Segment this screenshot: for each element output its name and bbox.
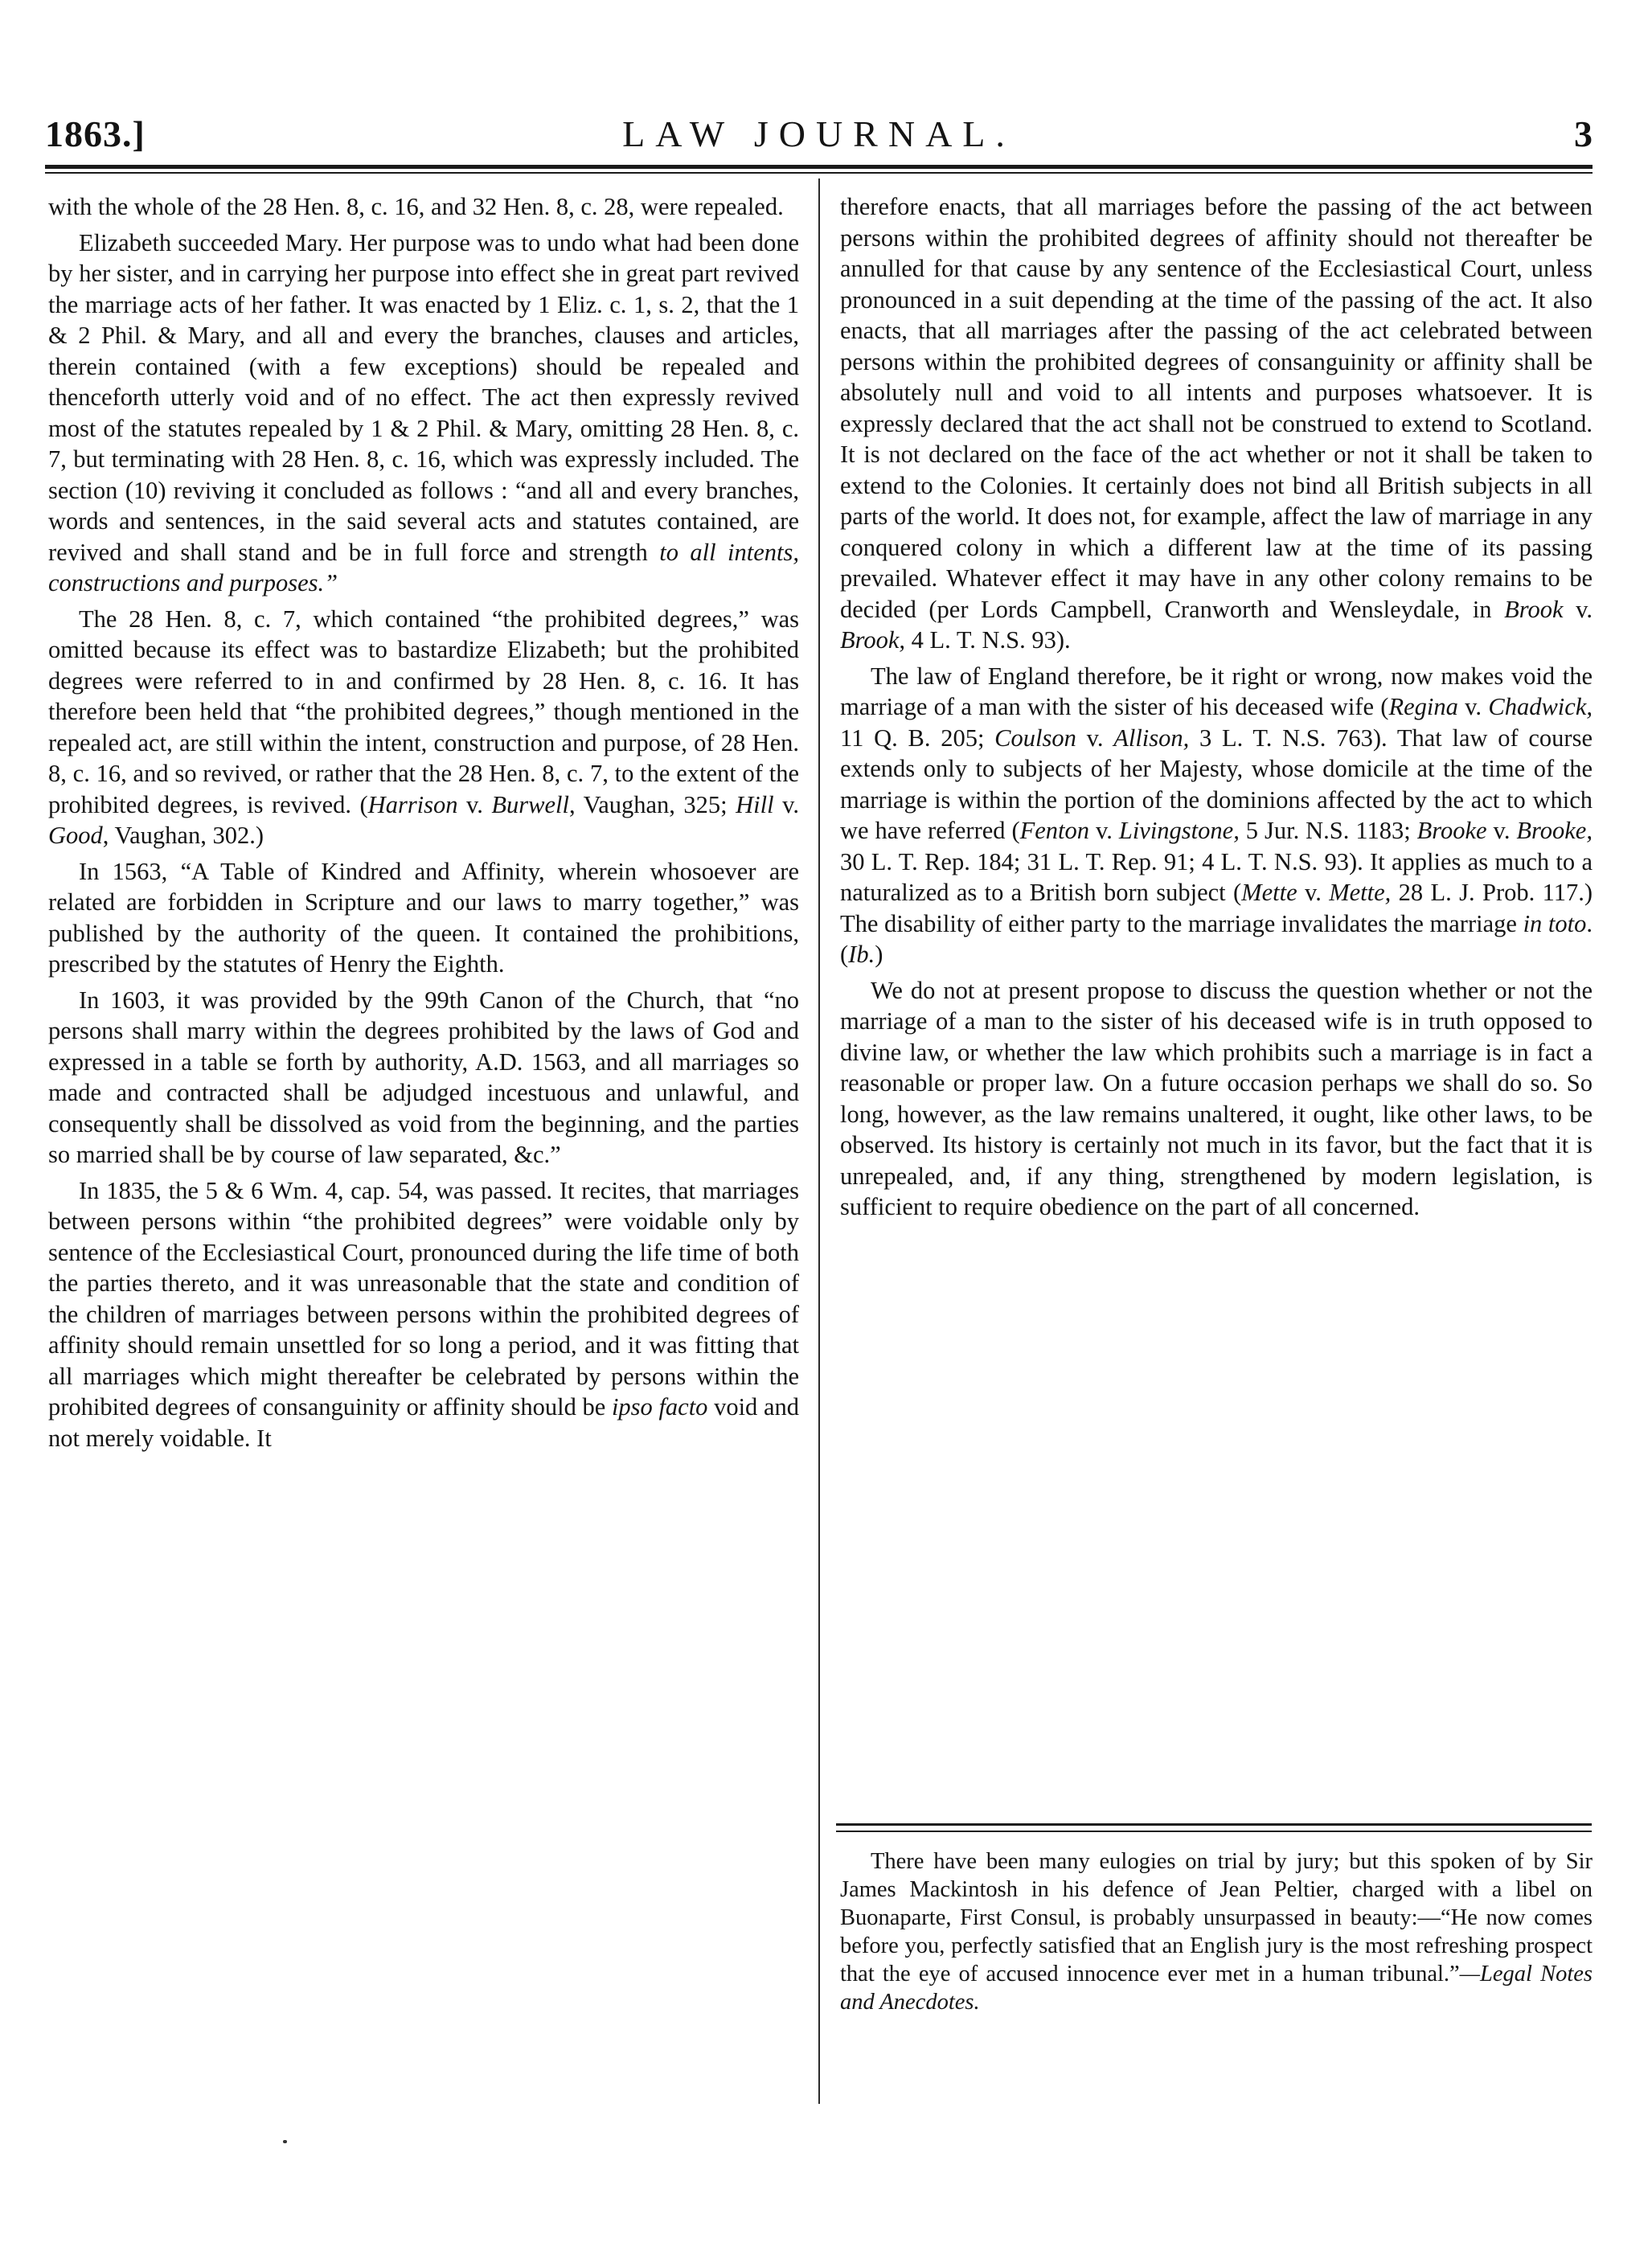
paragraph: In 1563, “A Table of Kindred and Affinity, wherein whosoever are related are forbidden in Scripture and our laws to marry together,” was published by the authority of the queen. It contained the prohibitions, prescribed by the statutes of Henry the Eighth. [48,857,799,978]
paragraph: In 1603, it was provided by the 99th Canon of the Church, that “no persons shall marry within the degrees prohibited by the laws of God and expressed in a table se forth by authority, A.D. 1563, and all marriages so made and contracted shall be adjudged incestuous and unlawful, and consequently shall be dissolved as void from the beginning, and the parties so married shall be by course of law separated, &c.” [48,986,799,1168]
note-text: There have been many eulogies on trial by jury; but this spoken of by Sir James Mackintosh in his defence of Jean Peltier, charged with a libel on Buonaparte, First Consul, is probably unsurpassed in beauty:—“He now comes before you, perfectly satisfied that an English jury is the most refreshing prospect that the eye of accused innocence ever met in a human tribunal.”—Legal Notes and Anecdotes. [840,1849,1593,2015]
jury-note [840,1847,1593,2016]
paragraph: The law of England therefore, be it right or wrong, now makes void the marriage of a man with the sister of his deceased wife (Regina v. Chadwick, 11 Q. B. 205; Coulson v. Allison, 3 L. T. N.S. 763). That law of course extends only to subjects of her Majesty, whose domicile at the time of the marriage is within the portion of the dominions affected by the act to which we have referred (Fenton v. Livingstone, 5 Jur. N.S. 1183; Brooke v. Brooke, 30 L. T. Rep. 184; 31 L. T. Rep. 91; 4 L. T. N.S. 93). It applies as much to a naturalized as to a British born subject (Mette v. Mette, 28 L. J. Prob. 117.) The disability of either party to the marriage invalidates the marriage in toto. (Ib.) [840,662,1593,968]
column-divider [818,178,820,2104]
paragraph: In 1835, the 5 & 6 Wm. 4, cap. 54, was passed. It recites, that marriages between persons within “the prohibited degrees” were voidable only by sentence of the Ecclesiastical Court, pronounced during the life time of both the parties thereto, and it was unreasonable that the state and condition of the children of marriages between persons within the prohibited degrees of affinity should remain unsettled for so long a period, and it was fitting that all marriages which might thereafter be celebrated by persons within the prohibited degrees of consanguinity or affinity should be ipso facto void and not merely voidable. It [48,1176,799,1452]
page-header [45,113,1593,161]
right-column [840,191,1593,1228]
paragraph: with the whole of the 28 Hen. 8, c. 16, and 32 Hen. 8, c. 28, were repealed. [48,193,784,220]
journal-title: LAW JOURNAL. [622,113,1015,154]
section-rule-thin [836,1831,1592,1832]
paragraph: therefore enacts, that all marriages before the passing of the act between persons within the prohibited degrees of affinity should not thereafter be annulled for that cause by any sentence of the Ecclesiastical Court, unless pronounced in a suit depending at the time of the passing of the act. It also enacts, that all marriages after the passing of the act celebrated between persons within the prohibited degrees of consanguinity or affinity shall be absolutely null and void to all intents and purposes whatsoever. It is expressly declared that the act shall not be construed to extend to Scotland. It is not declared on the face of the act whether or not it shall be taken to extend to the Colonies. It certainly does not bind all British subjects in all parts of the world. It does not, for example, affect the law of marriage in any conquered colony in which a different law at the time of its passing prevailed. Whatever effect it may have in any other colony remains to be decided (per Lords Campbell, Cranworth and Wensleydale, in Brook v. Brook, 4 L. T. N.S. 93). [840,193,1593,654]
ink-speck [283,2140,287,2143]
header-rule-thick [45,165,1593,169]
left-column [48,191,799,1458]
note-source: —Legal Notes and Anecdotes. [840,1962,1593,2015]
paragraph: The 28 Hen. 8, c. 7, which contained “the prohibited degrees,” was omitted because its effect was to bastardize Elizabeth; but the prohibited degrees were referred to in and confirmed by 28 Hen. 8, c. 16. It has therefore been held that “the prohibited degrees,” though mentioned in the repealed act, are still within the intent, construction and purpose, of 28 Hen. 8, c. 16, and so revived, or rather that the 28 Hen. 8, c. 7, to the extent of the prohibited degrees, is revived. (Harrison v. Burwell, Vaughan, 325; Hill v. Good, Vaughan, 302.) [48,605,799,849]
header-rule-thin [45,172,1593,174]
page-number: 3 [1574,113,1593,154]
header-date: 1863.] [45,113,146,154]
section-rule-thick [836,1823,1592,1826]
paragraph: Elizabeth succeeded Mary. Her purpose was to undo what had been done by her sister, and in carrying her purpose into effect she in great part revived the marriage acts of her father. It was enacted by 1 Eliz. c. 1, s. 2, that the 1 & 2 Phil. & Mary, and all and every the branches, clauses and articles, therein contained (with a few exceptions) should be repealed and thenceforth utterly void and of no effect. The act then expressly revived most of the statutes repealed by 1 & 2 Phil. & Mary, omitting 28 Hen. 8, c. 7, but terminating with 28 Hen. 8, c. 16, which was expressly included. The section (10) reviving it concluded as follows : “and all and every branches, words and sentences, in the said several acts and statutes contained, are revived and shall stand and be in full force and strength to all intents, constructions and purposes.” [48,228,800,597]
paragraph: We do not at present propose to discuss the question whether or not the marriage of a man to the sister of his deceased wife is in truth opposed to divine law, or whether the law which prohibits such a marriage is in fact a reasonable or proper law. On a future occasion perhaps we shall do so. So long, however, as the law remains unaltered, it ought, like other laws, to be observed. Its history is certainly not much in its favor, but the fact that it is unrepealed, and, if any thing, strengthened by modern legislation, is sufficient to require obedience on the part of all concerned. [840,976,1593,1220]
